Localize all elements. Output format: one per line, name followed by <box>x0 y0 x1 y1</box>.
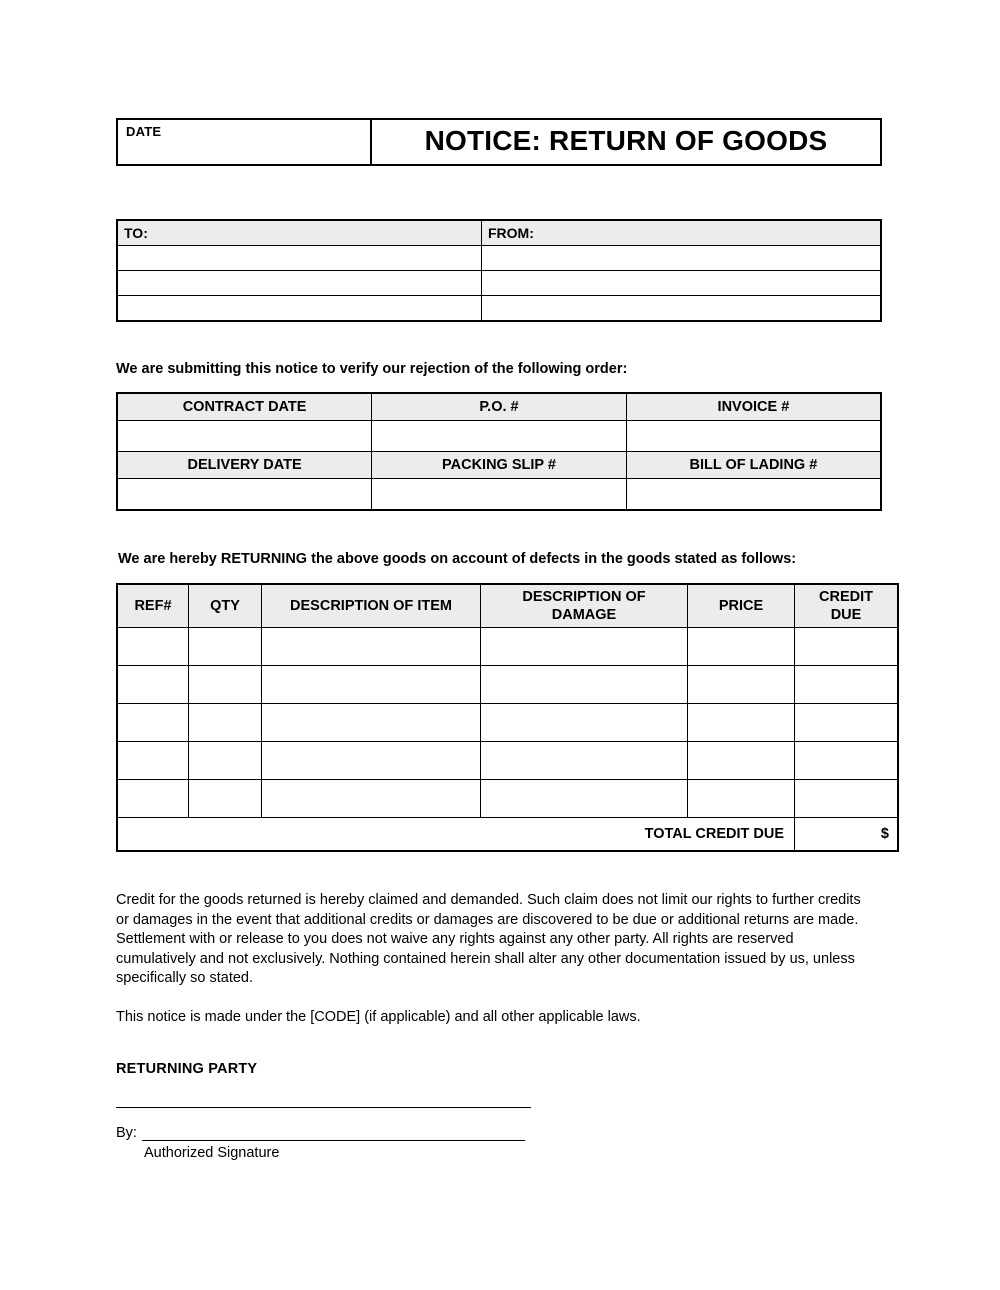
credit-header-line2: DUE <box>830 607 862 623</box>
table-row <box>117 666 898 704</box>
credit-cell[interactable] <box>795 628 899 666</box>
from-label: FROM: <box>482 220 882 246</box>
table-header-row <box>117 584 898 628</box>
invoice-number-field[interactable] <box>626 421 881 452</box>
credit-cell[interactable] <box>795 742 899 780</box>
table-row <box>117 704 898 742</box>
price-header: PRICE <box>688 584 795 628</box>
qty-header: QTY <box>189 584 262 628</box>
total-credit-due-label: TOTAL CREDIT DUE <box>117 818 795 852</box>
table-row <box>117 452 881 479</box>
item-cell[interactable] <box>262 704 481 742</box>
returned-items-table <box>116 583 899 852</box>
table-row <box>117 271 881 296</box>
price-cell[interactable] <box>688 780 795 818</box>
to-from-table <box>116 219 882 322</box>
qty-cell[interactable] <box>189 742 262 780</box>
item-cell[interactable] <box>262 666 481 704</box>
po-number-header: P.O. # <box>372 393 627 421</box>
table-total-row <box>117 818 898 852</box>
returning-party-label: RETURNING PARTY <box>116 1061 258 1077</box>
qty-cell[interactable] <box>189 704 262 742</box>
from-field-line3[interactable] <box>482 296 882 322</box>
ref-header: REF# <box>117 584 189 628</box>
to-field-line1[interactable] <box>117 246 482 271</box>
contract-date-header: CONTRACT DATE <box>117 393 372 421</box>
to-field-line2[interactable] <box>117 271 482 296</box>
to-field-line3[interactable] <box>117 296 482 322</box>
total-credit-due-value[interactable]: $ <box>795 818 899 852</box>
table-row <box>117 780 898 818</box>
damage-cell[interactable] <box>481 780 688 818</box>
ref-cell[interactable] <box>117 704 189 742</box>
document-content <box>116 118 889 1161</box>
delivery-date-header: DELIVERY DATE <box>117 452 372 479</box>
order-reference-table <box>116 392 882 511</box>
bill-of-lading-header: BILL OF LADING # <box>626 452 881 479</box>
damage-header-line1: DESCRIPTION OF <box>522 589 646 605</box>
credit-cell[interactable] <box>795 704 899 742</box>
table-row <box>117 628 898 666</box>
title-block <box>116 118 882 166</box>
party-name-line[interactable] <box>116 1106 531 1108</box>
ref-cell[interactable] <box>117 742 189 780</box>
packing-slip-header: PACKING SLIP # <box>372 452 627 479</box>
table-row <box>117 742 898 780</box>
to-label: TO: <box>117 220 482 246</box>
item-cell[interactable] <box>262 628 481 666</box>
qty-cell[interactable] <box>189 780 262 818</box>
lead-text-returning: We are hereby RETURNING the above goods on account of defects in the goods stated as follows: <box>118 551 797 567</box>
credit-header-line1: CREDIT <box>819 589 873 605</box>
qty-cell[interactable] <box>189 628 262 666</box>
damage-cell[interactable] <box>481 742 688 780</box>
damage-cell[interactable] <box>481 666 688 704</box>
description-of-damage-header <box>481 584 688 628</box>
table-row <box>117 421 881 452</box>
table-row <box>117 220 881 246</box>
price-cell[interactable] <box>688 666 795 704</box>
page-title: NOTICE: RETURN OF GOODS <box>424 125 828 156</box>
table-row <box>117 393 881 421</box>
ref-cell[interactable] <box>117 628 189 666</box>
contract-date-field[interactable] <box>117 421 372 452</box>
qty-cell[interactable] <box>189 666 262 704</box>
credit-cell[interactable] <box>795 666 899 704</box>
date-label: DATE <box>118 120 372 164</box>
authorized-signature-label: Authorized Signature <box>144 1145 280 1161</box>
from-field-line2[interactable] <box>482 271 882 296</box>
packing-slip-field[interactable] <box>372 479 627 511</box>
claim-paragraph: Credit for the goods returned is hereby claimed and demanded. Such claim does not limit our rights to further credits or damages in the event that additional credits or damages are discovered to be due or additional returns are made. Settlement with or release to you does not waive any rights against any other party. All rights are reserved cumulatively and not exclusively. Nothing contained herein shall alter any other documentation issued by us, unless specifically so stated. <box>116 892 861 986</box>
code-paragraph: This notice is made under the [CODE] (if applicable) and all other applicable laws. <box>116 1008 641 1025</box>
table-row <box>117 296 881 322</box>
from-field-line1[interactable] <box>482 246 882 271</box>
bill-of-lading-field[interactable] <box>626 479 881 511</box>
table-row <box>117 246 881 271</box>
invoice-number-header: INVOICE # <box>626 393 881 421</box>
table-row <box>117 479 881 511</box>
delivery-date-field[interactable] <box>117 479 372 511</box>
price-cell[interactable] <box>688 628 795 666</box>
lead-text-rejection: We are submitting this notice to verify our rejection of the following order: <box>116 361 628 377</box>
credit-due-header <box>795 584 899 628</box>
description-of-item-header: DESCRIPTION OF ITEM <box>262 584 481 628</box>
item-cell[interactable] <box>262 780 481 818</box>
item-cell[interactable] <box>262 742 481 780</box>
signature-line[interactable] <box>142 1127 525 1141</box>
signature-row <box>116 1125 882 1141</box>
damage-cell[interactable] <box>481 628 688 666</box>
damage-cell[interactable] <box>481 704 688 742</box>
by-label: By: <box>116 1125 137 1141</box>
price-cell[interactable] <box>688 742 795 780</box>
credit-cell[interactable] <box>795 780 899 818</box>
damage-header-line2: DAMAGE <box>551 607 617 623</box>
po-number-field[interactable] <box>372 421 627 452</box>
ref-cell[interactable] <box>117 666 189 704</box>
ref-cell[interactable] <box>117 780 189 818</box>
price-cell[interactable] <box>688 704 795 742</box>
